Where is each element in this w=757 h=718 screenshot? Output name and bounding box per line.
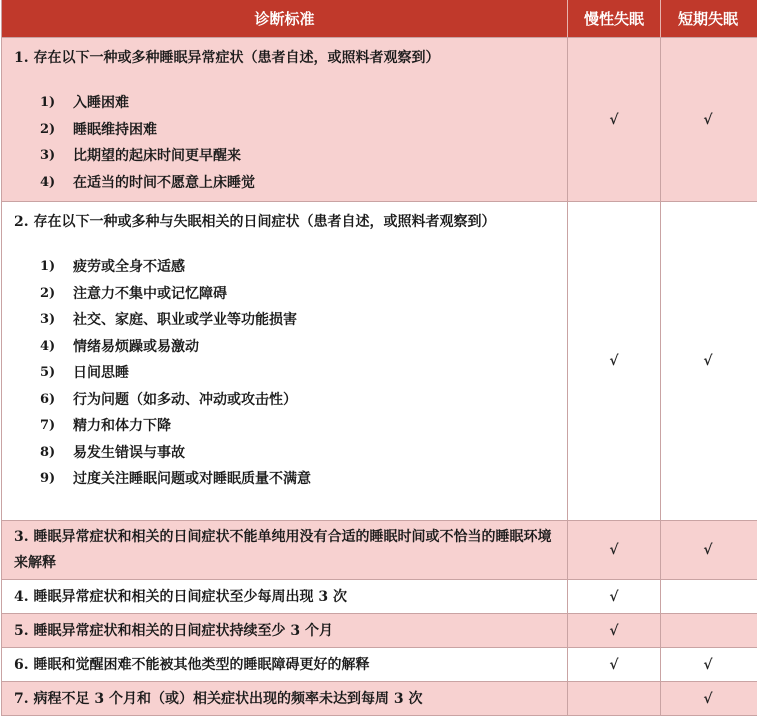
table-row xyxy=(2,682,757,716)
short-term-check xyxy=(661,614,755,647)
chronic-check xyxy=(568,682,661,715)
table-row xyxy=(2,614,757,648)
chronic-check: √ xyxy=(568,580,661,613)
chronic-check: √ xyxy=(568,614,661,647)
table-row xyxy=(2,38,757,202)
chronic-check: √ xyxy=(568,202,661,520)
table-row xyxy=(2,521,757,580)
criterion-title: 6. 睡眠和觉醒困难不能被其他类型的睡眠障碍更好的解释 xyxy=(2,648,568,681)
list-item: 1) 疲劳或全身不适感 xyxy=(40,259,185,276)
criterion-title: 7. 病程不足 3 个月和（或）相关症状出现的频率未达到每周 3 次 xyxy=(2,682,568,715)
list-item: 3) 比期望的起床时间更早醒来 xyxy=(40,148,241,165)
table-header-row xyxy=(2,0,757,38)
header-short-term-insomnia: 短期失眠 xyxy=(677,10,738,28)
criterion-title: 5. 睡眠异常症状和相关的日间症状持续至少 3 个月 xyxy=(2,614,568,647)
header-criteria: 诊断标准 xyxy=(2,0,568,37)
criterion-title: 1. 存在以下一种或多种睡眠异常症状（患者自述，或照料者观察到） xyxy=(14,50,440,66)
list-item: 4) 情绪易烦躁或易激动 xyxy=(40,338,199,355)
diagnostic-criteria-table xyxy=(1,0,757,716)
list-item: 4) 在适当的时间不愿意上床睡觉 xyxy=(40,174,255,191)
list-item: 1) 入睡困难 xyxy=(40,95,129,112)
criterion-title: 2. 存在以下一种或多种与失眠相关的日间症状（患者自述，或照料者观察到） xyxy=(14,214,496,230)
list-item: 2) 睡眠维持困难 xyxy=(40,121,157,138)
header-chronic-insomnia: 慢性失眠 xyxy=(568,0,661,37)
chronic-check: √ xyxy=(568,648,661,681)
list-item: 5) 日间思睡 xyxy=(40,365,129,382)
criterion-title: 4. 睡眠异常症状和相关的日间症状至少每周出现 3 次 xyxy=(2,580,568,613)
list-item: 3) 社交、家庭、职业或学业等功能损害 xyxy=(40,312,297,329)
criterion-title: 3. 睡眠异常症状和相关的日间症状不能单纯用没有合适的睡眠时间或不恰当的睡眠环境来解释 xyxy=(2,521,568,579)
criterion-cell xyxy=(2,202,568,520)
criterion-cell xyxy=(2,38,568,201)
list-item: 2) 注意力不集中或记忆障碍 xyxy=(40,285,227,302)
list-item: 6) 行为问题（如多动、冲动或攻击性） xyxy=(40,391,297,408)
table-row xyxy=(2,580,757,614)
chronic-check: √ xyxy=(568,38,661,201)
table-row xyxy=(2,202,757,521)
symptom-list xyxy=(14,254,557,493)
short-term-check: √ xyxy=(703,353,713,369)
short-term-check: √ xyxy=(703,111,713,128)
list-item: 7) 精力和体力下降 xyxy=(40,418,171,435)
list-item: 9) 过度关注睡眠问题或对睡眠质量不满意 xyxy=(40,471,311,488)
short-term-check: √ xyxy=(703,542,713,558)
chronic-check: √ xyxy=(568,521,661,579)
short-term-check: √ xyxy=(703,656,713,673)
table-row xyxy=(2,648,757,682)
short-term-check xyxy=(661,580,755,613)
symptom-list xyxy=(14,90,557,196)
short-term-check: √ xyxy=(703,690,713,707)
list-item: 8) 易发生错误与事故 xyxy=(40,444,185,461)
